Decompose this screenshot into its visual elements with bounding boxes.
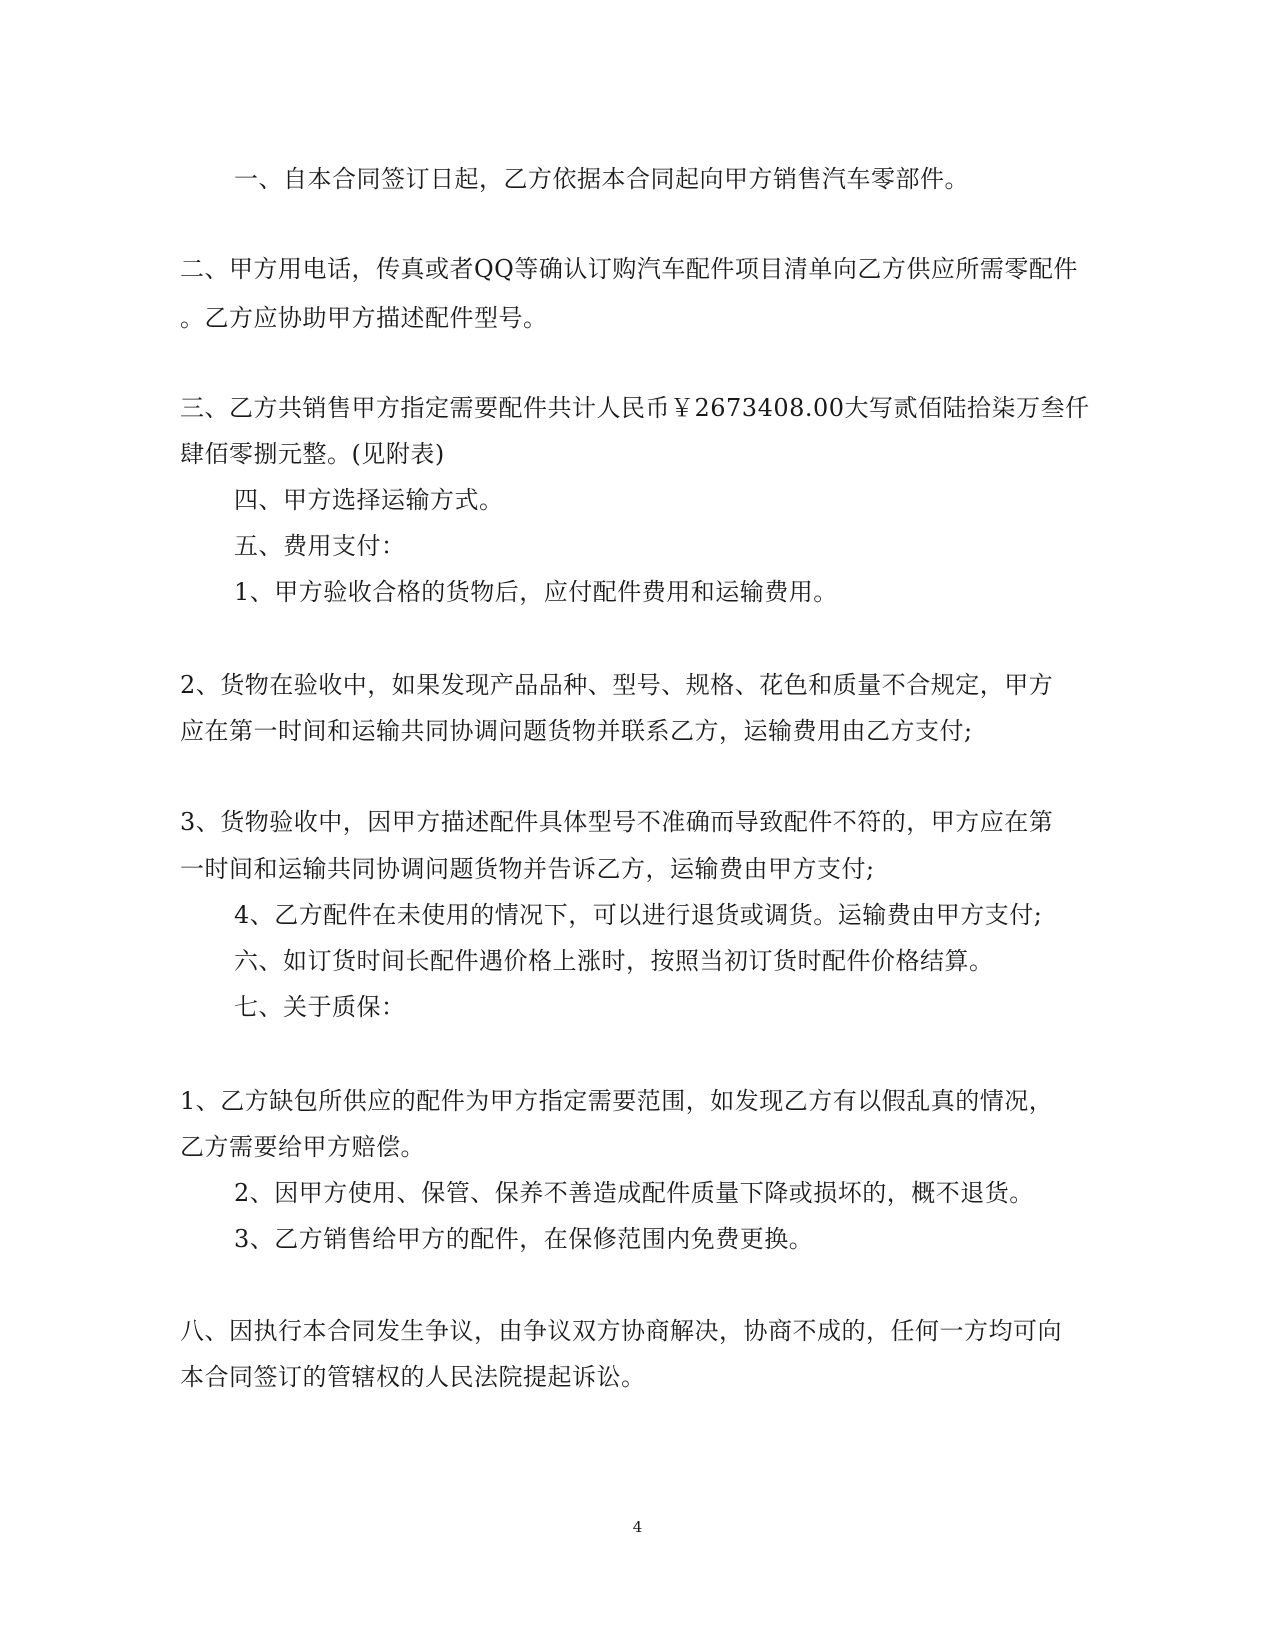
clause-2-line-1: 二、甲方用电话，传真或者QQ等确认订购汽车配件项目清单向乙方供应所需零配件 xyxy=(180,255,1078,283)
clause-5-item-1: 1、甲方验收合格的货物后，应付配件费用和运输费用。 xyxy=(234,578,838,606)
clause-5-item-3-line-2: 一时间和运输共同协调问题货物并告诉乙方，运输费由甲方支付; xyxy=(180,855,875,883)
clause-3-line-1: 三、乙方共销售甲方指定需要配件共计人民币￥2673408.00大写贰佰陆拾柒万叁仟 xyxy=(180,394,1090,422)
clause-7-item-2: 2、因甲方使用、保管、保养不善造成配件质量下降或损坏的，概不退货。 xyxy=(234,1179,1034,1207)
clause-7-heading: 七、关于质保： xyxy=(234,993,406,1021)
clause-6: 六、如订货时间长配件遇价格上涨时，按照当初订货时配件价格结算。 xyxy=(234,947,994,975)
clause-3-line-2: 肆佰零捌元整。(见附表) xyxy=(180,440,445,468)
clause-7-item-1-line-1: 1、乙方缺包所供应的配件为甲方指定需要范围，如发现乙方有以假乱真的情况， xyxy=(180,1087,1054,1115)
clause-8-line-1: 八、因执行本合同发生争议，由争议双方协商解决，协商不成的，任何一方均可向 xyxy=(180,1317,1062,1345)
clause-5-item-3-line-1: 3、货物验收中，因甲方描述配件具体型号不准确而导致配件不符的，甲方应在第 xyxy=(180,808,1054,836)
clause-4: 四、甲方选择运输方式。 xyxy=(234,486,504,514)
page-number: 4 xyxy=(632,1518,643,1536)
clause-2-line-2: 。乙方应协助甲方描述配件型号。 xyxy=(180,304,548,332)
clause-7-item-1-line-2: 乙方需要给甲方赔偿。 xyxy=(180,1133,425,1161)
clause-5-item-4: 4、乙方配件在未使用的情况下，可以进行退货或调货。运输费由甲方支付; xyxy=(234,901,1043,929)
clause-5-item-2-line-1: 2、货物在验收中，如果发现产品品种、型号、规格、花色和质量不合规定，甲方 xyxy=(180,671,1054,699)
clause-5-item-2-line-2: 应在第一时间和运输共同协调问题货物并联系乙方，运输费用由乙方支付; xyxy=(180,717,973,745)
clause-8-line-2: 本合同签订的管辖权的人民法院提起诉讼。 xyxy=(180,1363,646,1391)
clause-5-heading: 五、费用支付： xyxy=(234,532,406,560)
clause-1: 一、自本合同签订日起，乙方依据本合同起向甲方销售汽车零部件。 xyxy=(234,165,969,193)
clause-7-item-3: 3、乙方销售给甲方的配件，在保修范围内免费更换。 xyxy=(234,1225,814,1253)
